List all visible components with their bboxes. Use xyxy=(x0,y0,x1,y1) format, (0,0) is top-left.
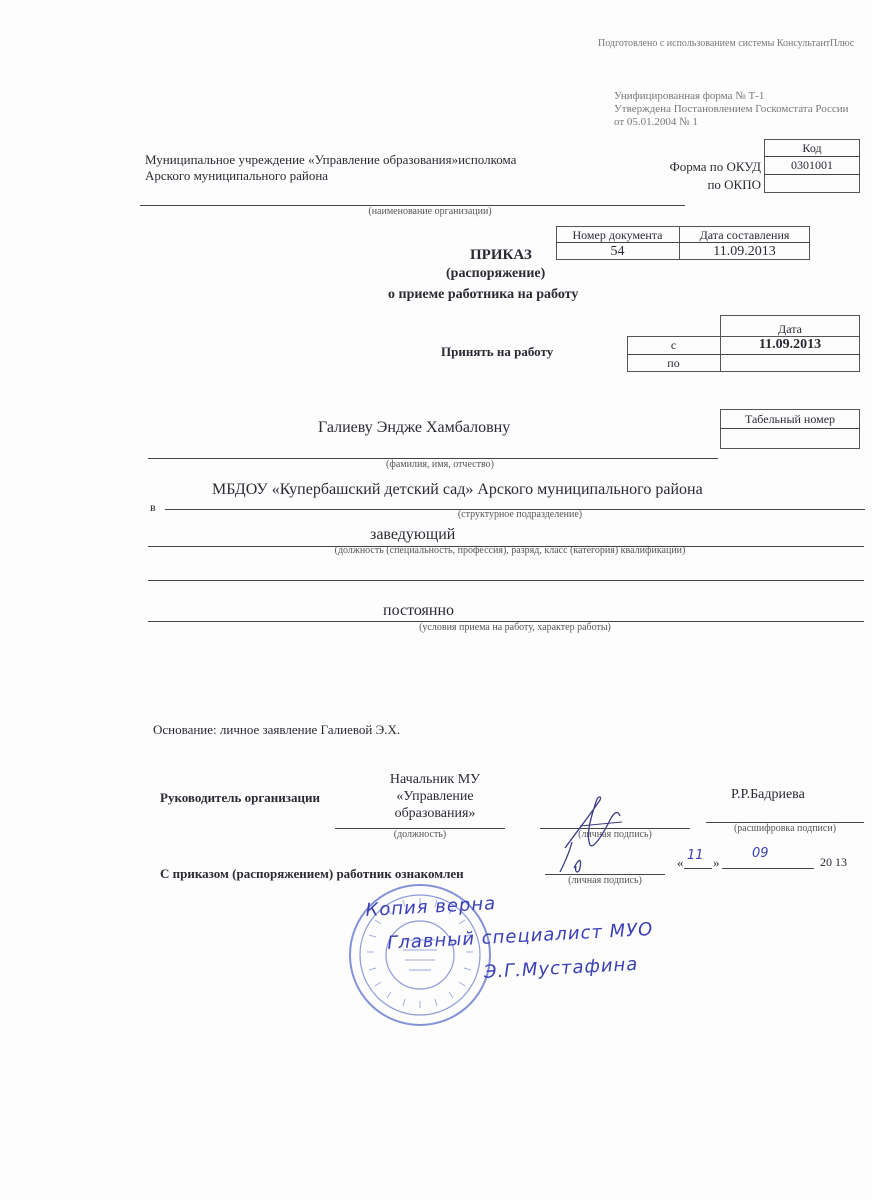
department-caption: (структурное подразделение) xyxy=(457,509,583,520)
ack-quote-open: « xyxy=(677,855,684,870)
codes-divider-2 xyxy=(764,174,860,175)
tab-number-header: Табельный номер xyxy=(744,412,836,426)
ack-signature-caption: (личная подпись) xyxy=(568,875,642,886)
approved-date-label: от 05.01.2004 № 1 xyxy=(614,116,698,128)
okud-value: 0301001 xyxy=(791,158,833,172)
codes-divider-1 xyxy=(764,156,860,157)
hire-from-label: с xyxy=(670,338,677,352)
head-position-caption: (должность) xyxy=(393,829,447,840)
hire-from-date: 11.09.2013 xyxy=(758,337,822,352)
ack-day: 11 xyxy=(687,848,704,863)
ack-year: 20 13 xyxy=(820,855,847,869)
doc-number-header: Номер документа xyxy=(572,228,663,242)
ack-month: 09 xyxy=(752,846,769,861)
unified-form-block xyxy=(614,90,849,129)
certification-line2: Главный специалист МУО xyxy=(386,918,654,954)
hire-table-divider xyxy=(627,354,860,355)
certification-line1: Копия верна xyxy=(365,893,497,921)
organization-name-line1: Муниципальное учреждение «Управление образования»исполкома xyxy=(145,152,517,167)
head-label: Руководитель организации xyxy=(160,790,320,805)
head-position-line2: «Управление xyxy=(396,789,474,804)
basis-text: Основание: личное заявление Галиевой Э.Х. xyxy=(153,722,401,737)
head-decoding-caption: (расшифровка подписи) xyxy=(733,823,837,834)
hire-to-label: по xyxy=(667,356,680,370)
conditions-caption: (условия приема на работу, характер работы) xyxy=(419,622,611,633)
prepared-with-note: Подготовлено с использованием системы КонсультантПлюс xyxy=(598,38,855,49)
department-prefix: в xyxy=(150,500,156,514)
organization-name-line2: Арского муниципального района xyxy=(145,168,329,183)
doc-subject: о приеме работника на работу xyxy=(388,287,579,302)
ack-month-underline xyxy=(722,868,814,869)
certification-line3: Э.Г.Мустафина xyxy=(483,953,639,983)
unified-form-label: Унифицированная форма № Т-1 xyxy=(614,90,765,102)
conditions-value: постоянно xyxy=(383,602,455,619)
doc-number: 54 xyxy=(610,244,625,259)
department-name: МБДОУ «Купербашский детский сад» Арского муниципального района xyxy=(212,481,703,498)
doc-subtitle: (распоряжение) xyxy=(446,266,546,281)
ack-label: С приказом (распоряжением) работник ознакомлен xyxy=(160,866,464,881)
doc-title: ПРИКАЗ xyxy=(470,247,532,263)
doc-date: 11.09.2013 xyxy=(713,244,776,259)
position-caption: (должность (специальность, профессия), разряд, класс (категория) квалификации) xyxy=(334,545,686,556)
ack-day-underline xyxy=(684,868,712,869)
position-extra-line xyxy=(148,580,864,581)
doc-date-header: Дата составления xyxy=(699,228,790,242)
employee-signature xyxy=(552,838,592,878)
head-position-line3: образования» xyxy=(394,806,476,821)
head-position xyxy=(360,771,510,822)
codes-labels xyxy=(655,158,761,194)
code-header: Код xyxy=(802,141,822,155)
okud-label: Форма по ОКУД xyxy=(669,159,761,174)
position-value: заведующий xyxy=(370,526,456,543)
head-position-line1: Начальник МУ xyxy=(389,772,481,787)
organization-caption: (наименование организации) xyxy=(368,206,492,217)
hire-date-header: Дата xyxy=(778,322,802,336)
tab-number-divider xyxy=(720,428,860,429)
head-signature-caption: (личная подпись) xyxy=(578,829,652,840)
organization-name xyxy=(145,152,516,184)
ack-quote-close: » xyxy=(713,855,720,870)
head-name: Р.Р.Бадриева xyxy=(731,787,805,802)
hire-label: Принять на работу xyxy=(441,344,554,359)
approved-by-label: Утверждена Постановлением Госкомстата России xyxy=(614,103,849,115)
okpo-label: по ОКПО xyxy=(707,177,761,192)
employee-name-caption: (фамилия, имя, отчество) xyxy=(386,459,494,470)
employee-name: Галиеву Эндже Хамбаловну xyxy=(318,419,511,436)
